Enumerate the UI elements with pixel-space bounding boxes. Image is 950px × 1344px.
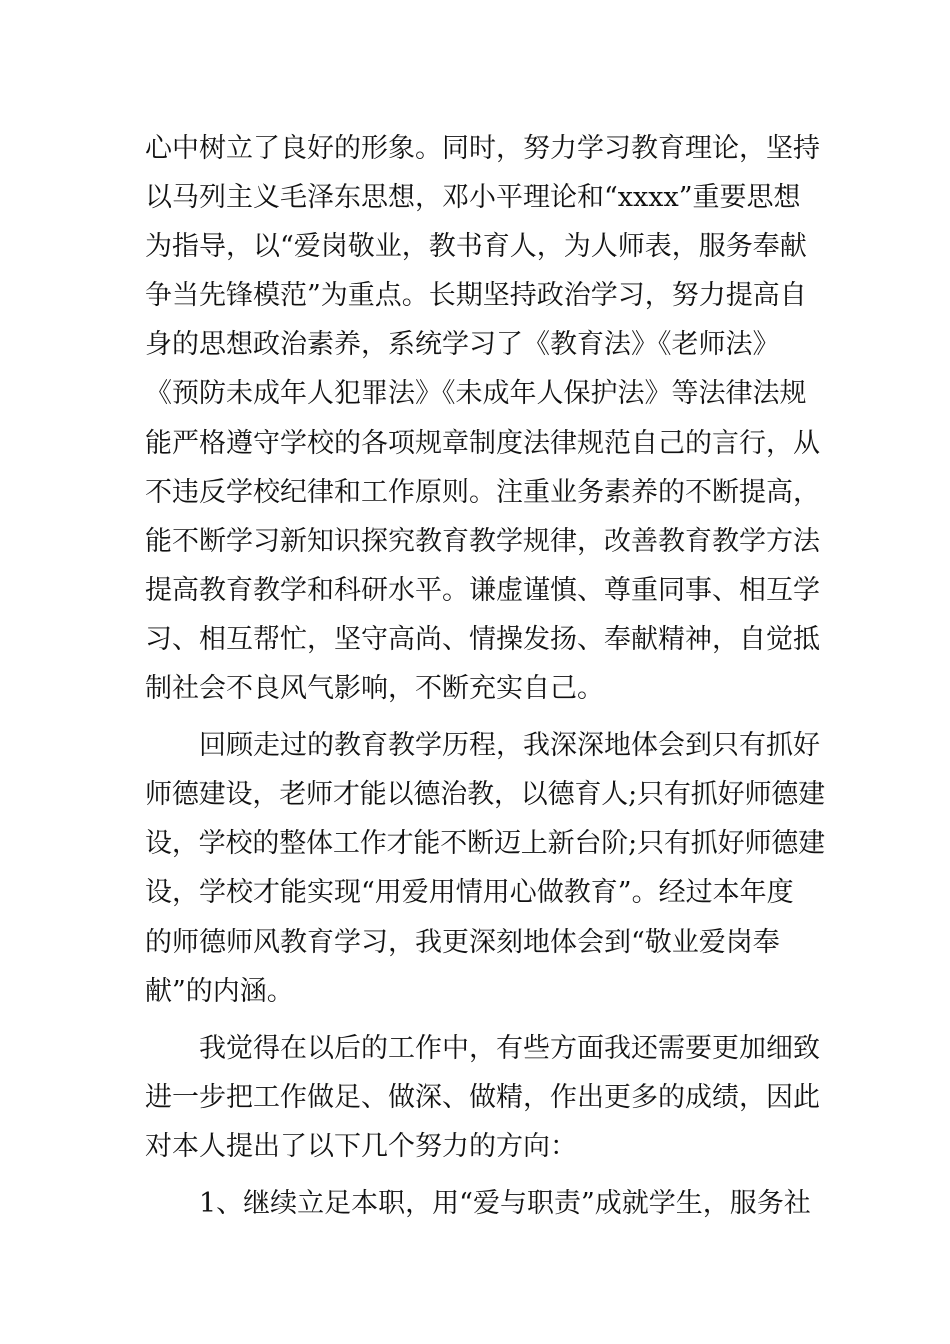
text-line: 设，学校才能实现“用爱用情用心做教育”。经过本年度: [145, 877, 794, 909]
paragraph-first-line: 我觉得在以后的工作中，有些方面我还需要更加细致: [199, 1032, 820, 1064]
text-line: 提高教育教学和科研水平。谦虚谨慎、尊重同事、相互学: [145, 574, 820, 606]
text-line: 进一步把工作做足、做深、做精，作出更多的成绩，因此: [145, 1081, 820, 1113]
text-line: 以马列主义毛泽东思想，邓小平理论和“xxxx”重要思想: [145, 182, 801, 214]
text-line: 师德建设，老师才能以德治教，以德育人;只有抓好师德建: [145, 779, 825, 811]
body-text: [145, 124, 825, 1228]
text-line: 身的思想政治素养，系统学习了《教育法》《老师法》: [145, 329, 780, 361]
text-line: 制社会不良风气影响，不断充实自己。: [145, 673, 604, 705]
text-line: 能严格遵守学校的各项规章制度法律规范自己的言行，从: [145, 427, 820, 459]
text-line: 对本人提出了以下几个努力的方向：: [145, 1130, 577, 1162]
text-line: 设，学校的整体工作才能不断迈上新台阶;只有抓好师德建: [145, 828, 825, 860]
text-line: 能不断学习新知识探究教育教学规律，改善教育教学方法: [145, 525, 820, 557]
text-line: 不违反学校纪律和工作原则。注重业务素养的不断提高，: [145, 476, 820, 508]
text-line: 献”的内涵。: [145, 975, 294, 1007]
text-line: 的师德师风教育学习，我更深刻地体会到“敬业爱岗奉: [145, 926, 780, 958]
text-line: 习、相互帮忙，坚守高尚、情操发扬、奉献精神，自觉抵: [145, 623, 820, 655]
list-item-first-line: 1、继续立足本职，用“爱与职责”成就学生，服务社: [199, 1187, 811, 1219]
text-line: 争当先锋模范”为重点。长期坚持政治学习，努力提高自: [145, 280, 807, 312]
text-line: 为指导，以“爱岗敬业，教书育人，为人师表，服务奉献: [145, 231, 807, 263]
text-line: 心中树立了良好的形象。同时，努力学习教育理论，坚持: [145, 133, 820, 164]
paragraph-first-line: 回顾走过的教育教学历程，我深深地体会到只有抓好: [199, 730, 820, 762]
text-line: 《预防未成年人犯罪法》《未成年人保护法》等法律法规: [145, 378, 807, 410]
